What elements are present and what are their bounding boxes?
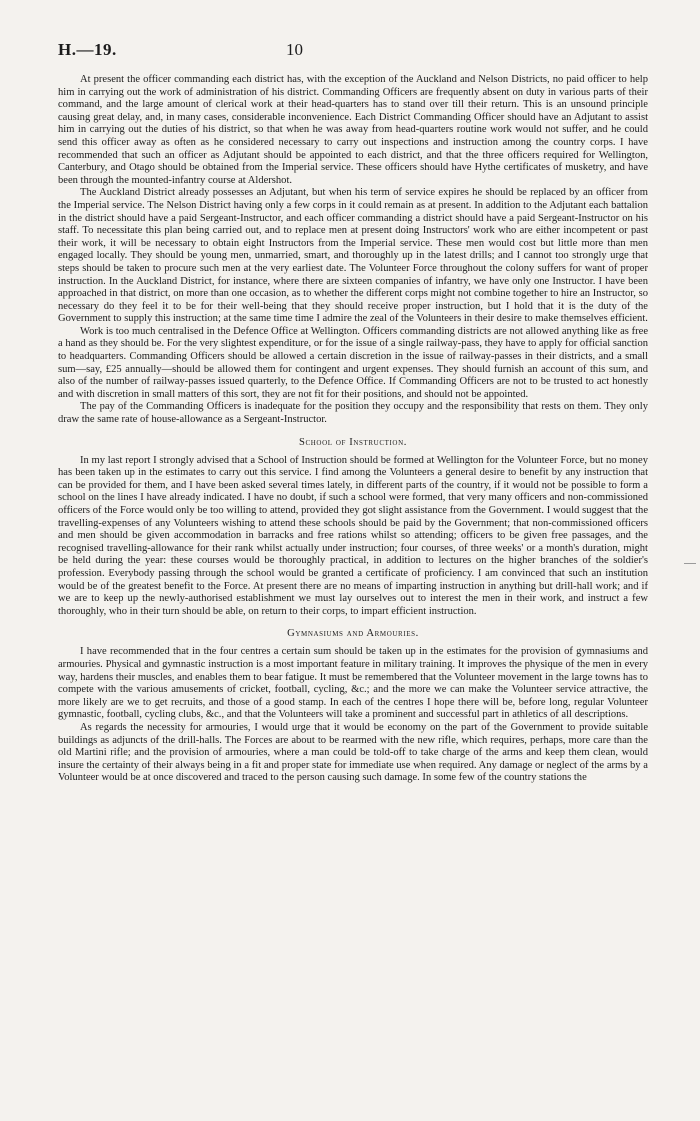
gymnasiums-section (58, 628, 648, 785)
paragraph: The pay of the Commanding Officers is inadequate for the position they occupy and the responsibility that rests on them. They only draw the same rate of house-allowance as a Sergeant-Instructor. (58, 401, 648, 426)
section-heading: School of Instruction. (299, 436, 407, 448)
page-header (58, 40, 648, 60)
section-heading: Gymnasiums and Armouries. (287, 628, 419, 640)
paragraph: At present the officer commanding each district has, with the exception of the Auckland and Nelson Districts, no paid officer to help him in carrying out the work of administration of his district. Commanding Officers are frequently absent on duty in various parts of their command, and the large amount of clerical work at their head-quarters has to stand over till their return. This is an unsound principle causing great delay, and, in many cases, considerable inconvenience. Each District Commanding Officer should have an Adjutant to assist him in carrying out the duties of his district, so that when he was away from head-quarters routine work would not suffer, and he could send this officer away as often as he considered necessary to carry out inspections and instruction among the country corps. I have recommended that such an officer as Adjutant should be appointed to each district, and that the three officers required for Wellington, Canterbury, and Otago should be obtained from the Imperial service. These officers should have Hythe certificates of musketry, and have been through the mounted-infantry course at Aldershot. (58, 74, 648, 186)
paragraph: In my last report I strongly advised that a School of Instruction should be formed at Wellington for the Volunteer Force, but no money has been taken up in the estimates to carry out this service. I find among the Volunteers a general desire to benefit by any instruction that can be provided for them, and I have been asked several times lately, in different parts of the country, if it would not be possible to form a school on the lines I have already indicated. I have no doubt, if such a school were formed, that very many officers and non-commissioned officers of the Force would only be too willing to attend, provided they got slight assistance from the Government. I would suggest that the travelling-expenses of any Volunteers wishing to attend these schools should be paid by the Government; that non-commissioned officers and men should be given accommodation in barracks and free rations whilst so attending; officers to be given free passages, and the recognised travelling-allowance for their rank whilst actually under instruction; four courses, of three weeks' or a month's duration, might be held during the year: these courses would be thoroughly practical, in addition to lectures on the higher branches of the soldier's profession. Everybody passing through the school would be granted a certificate of proficiency. I am convinced that such an institution would be of the greatest benefit to the Force. At present there are no means of imparting instruction in anything but drill-hall work; and if we are to keep up the newly-authorised establishment we must lay ourselves out to interest the men in their work, and instruct a few thoroughly, who in their turn should be able, on return to their corps, to impart efficient instruction. (58, 454, 648, 617)
page-number: 10 (286, 40, 303, 59)
paragraph: I have recommended that in the four centres a certain sum should be taken up in the estimates for the provision of gymnasiums and armouries. Physical and gymnastic instruction is a most important feature in military training. It improves the physique of the men in every way, hardens their muscles, and enables them to bear fatigue. It must be remembered that the Volunteer movement in the large towns has to compete with the various amusements of cricket, football, cycling, &c.; and the more we can make the Volunteer service attractive, the more likely are we to get recruits, and those of a good stamp. In each of the centres I hope there will be, before long, regular Volunteer gymnastic, football, cycling clubs, &c., and that the Volunteers will take a prominent and successful part in athletics of all descriptions. (58, 646, 648, 721)
paragraph: As regards the necessity for armouries, I would urge that it would be economy on the part of the Government to provide suitable buildings as adjuncts of the drill-halls. The Forces are about to be rearmed with the new rifle, which requires, perhaps, more care than the old Martini rifle; and the provision of armouries, where a man could be told-off to take charge of the arms and keep them clean, would insure the certainty of their always being in a fit and proper state for immediate use when required. Any damage or neglect of the arms by a Volunteer would be at once discovered and traced to the person causing such damage. In some few of the country stations the (58, 721, 648, 784)
paragraph: The Auckland District already possesses an Adjutant, but when his term of service expires he should be replaced by an officer from the Imperial service. The Nelson District having only a few corps in it could remain as at present. In addition to the Adjutant each battalion in the district should have a paid Sergeant-Instructor, and each officer commanding a district should have a paid Sergeant-Instructor on his staff. To necessitate this plan being carried out, and to replace men at present doing Instructors' work who are either incompetent or past their work, it will be necessary to obtain eight Instructors from the Imperial service. These men would cost but little more than men engaged locally. They should be young men, unmarried, smart, and thoroughly up in the latest drills; and I cannot too strongly urge that steps should be taken to procure such men at the very earliest date. The Volunteer Force throughout the colony suffers for want of proper instruction. In the Auckland District, for instance, where there are sixteen companies of infantry, we have only one Instructor. I have been approached in that district, on more than one occasion, as to whether the different corps might not combine together to hire an Instructor, so necessary do they feel it to be for their well-being that they should receive proper instruction, but I hold that it is the duty of the Government to supply this instruction; at the same time time I admire the zeal of the Volunteers in their desire to make themselves efficient. (58, 187, 648, 325)
document-id: H.—19. (58, 40, 117, 59)
school-section (58, 437, 648, 619)
margin-mark (684, 563, 696, 564)
intro-section (58, 74, 648, 427)
paragraph: Work is too much centralised in the Defence Office at Wellington. Officers commanding districts are not allowed anything like as free a hand as they should be. For the very slightest expenditure, or for the issue of a single railway-pass, they have to apply for official sanction to headquarters. Commanding Officers should be allowed a certain discretion in the issue of railway-passes in their districts, and a small sum—say, £25 annually—should be allowed them for contingent and urgent expenses. They should furnish an account of this sum, and also of the number of railway-passes issued quarterly, to the Defence Office. If Commanding Officers are not to be trusted to act honestly and with discretion in small matters of this sort, they are not fit for their positions, and should not be appointed. (58, 325, 648, 400)
